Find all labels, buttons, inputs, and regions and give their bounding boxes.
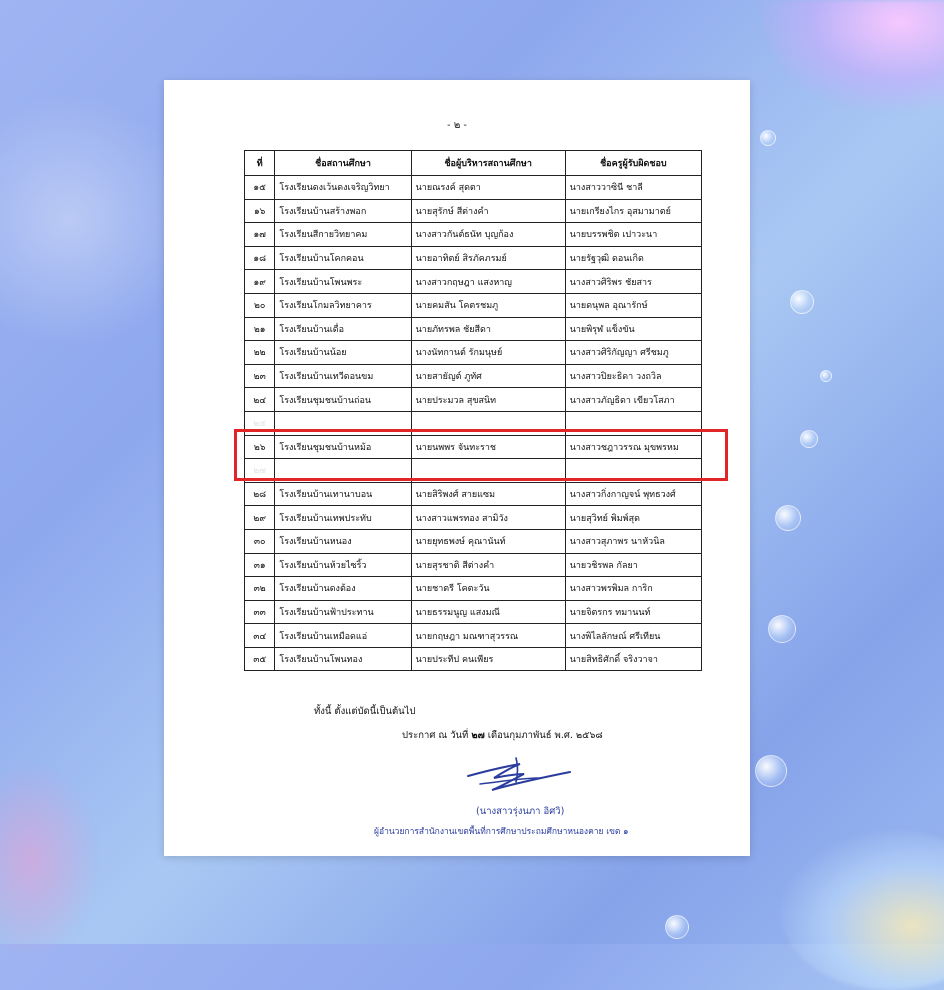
cell-num: ๑๘ xyxy=(245,246,275,270)
cell-school: โรงเรียนชุมชนบ้านถ่อน xyxy=(275,388,411,412)
announce-day: ๒๗ xyxy=(471,730,485,741)
table-row xyxy=(245,176,702,200)
cell-admin: นายนพพร จันทะราช xyxy=(411,435,565,459)
table-row xyxy=(245,506,702,530)
cell-num: ๓๓ xyxy=(245,600,275,624)
document-page xyxy=(164,80,750,856)
cell-teacher: นางสาวชฎาวรรณ มุขพรหม xyxy=(565,435,701,459)
background-glow-bottom-left xyxy=(0,760,100,960)
table-row xyxy=(245,647,702,671)
table-row xyxy=(245,317,702,341)
cell-school: โรงเรียนบ้านห้วยไซริ้ว xyxy=(275,553,411,577)
cell-school: โรงเรียนโกมลวิทยาคาร xyxy=(275,293,411,317)
cell-admin: นายประทีป คนเพียร xyxy=(411,647,565,671)
cell-school: โรงเรียนบ้านเทานาบอน xyxy=(275,482,411,506)
cell-teacher: นายจิตรกร ทมานนท์ xyxy=(565,600,701,624)
cell-admin: นายชาตรี โคตะวัน xyxy=(411,577,565,601)
cell-num: ๒๔ xyxy=(245,388,275,412)
cell-teacher: นายพิรุฬ แข็งขัน xyxy=(565,317,701,341)
cell-num: ๒๙ xyxy=(245,506,275,530)
highlight-box xyxy=(234,429,728,481)
table-row xyxy=(245,199,702,223)
table-row xyxy=(245,388,702,412)
cell-teacher: นายดนุพล อุณารักษ์ xyxy=(565,293,701,317)
cell-school: โรงเรียนสีกายวิทยาคม xyxy=(275,223,411,247)
table-row xyxy=(245,246,702,270)
cell-admin: นายสายัญต์ ภูทัศ xyxy=(411,364,565,388)
bubble xyxy=(820,370,832,382)
cell-teacher: นางสาวพรพิมล การิก xyxy=(565,577,701,601)
cell-school: โรงเรียนชุมชนบ้านหม้อ xyxy=(275,435,411,459)
cell-admin: นายณรงค์ สุดตา xyxy=(411,176,565,200)
bubble xyxy=(768,615,796,643)
cell-admin: นายสุรักษ์ สีต่างคำ xyxy=(411,199,565,223)
announce-suffix: เดือนกุมภาพันธ์ พ.ศ. ๒๕๖๘ xyxy=(484,730,603,741)
table-header-row xyxy=(245,151,702,176)
header-num: ที่ xyxy=(245,151,275,176)
cell-admin: นายยุทธพงษ์ คุณานันท์ xyxy=(411,529,565,553)
bubble xyxy=(775,505,801,531)
cell-admin: นางสาวกันต์ธนัท บุญก้อง xyxy=(411,223,565,247)
table-row xyxy=(245,600,702,624)
cell-num: ๓๑ xyxy=(245,553,275,577)
cell-num: ๒๐ xyxy=(245,293,275,317)
cell-school: โรงเรียนบ้านหนอง xyxy=(275,529,411,553)
table-row xyxy=(245,529,702,553)
cell-teacher: นางสาววาซินี ชาลี xyxy=(565,176,701,200)
signer-position: ผู้อำนวยการสำนักงานเขตพื้นที่การศึกษาประถมศึกษาหนองคาย เขต ๑ xyxy=(374,827,629,837)
cell-admin: นายคมสัน โคตรชมภู xyxy=(411,293,565,317)
header-admin: ชื่อผู้บริหารสถานศึกษา xyxy=(411,151,565,176)
announce-prefix: ประกาศ ณ วันที่ xyxy=(402,730,472,741)
bubble xyxy=(665,915,689,939)
cell-teacher: นายสิทธิศักดิ์ จริงวาจา xyxy=(565,647,701,671)
effective-note: ทั้งนี้ ตั้งแต่บัดนี้เป็นต้นไป xyxy=(314,706,416,717)
cell-admin: นายอาทิตย์ สิรภัคภรมย์ xyxy=(411,246,565,270)
cell-admin: นายภัทรพล ชัยสีดา xyxy=(411,317,565,341)
cell-school: โรงเรียนบ้านดงต้อง xyxy=(275,577,411,601)
cell-num: ๒๗ xyxy=(245,459,275,483)
cell-teacher: นายรัฐวุฒิ ดอนเกิด xyxy=(565,246,701,270)
cell-num: ๓๕ xyxy=(245,647,275,671)
cell-teacher: นางสาวสุภาพร นาหัวนิล xyxy=(565,529,701,553)
cell-num: ๒๕ xyxy=(245,411,275,435)
table-row xyxy=(245,624,702,648)
cell-num: ๒๒ xyxy=(245,341,275,365)
cell-teacher: นายบรรพชิต เปาวะนา xyxy=(565,223,701,247)
cell-num: ๑๗ xyxy=(245,223,275,247)
page-number: - ๒ - xyxy=(447,120,467,131)
cell-teacher: นายวชิรพล กัลยา xyxy=(565,553,701,577)
bubble xyxy=(755,755,787,787)
cell-school: โรงเรียนบ้านน้อย xyxy=(275,341,411,365)
signer-name: (นางสาวรุ่งนภา อิศวิ) xyxy=(476,806,565,817)
cell-teacher: นางสาวศิริกัญญา ศรีชมภู xyxy=(565,341,701,365)
cell-teacher: นายเกรียงไกร อุสมามาตย์ xyxy=(565,199,701,223)
cell-teacher: นางสาวกิ่งกาญจน์ พุทธวงศ์ xyxy=(565,482,701,506)
cell-admin: นายประมวล สุขสนิท xyxy=(411,388,565,412)
cell-teacher: นายสุวิทย์ พิมพ์สุด xyxy=(565,506,701,530)
cell-school: โรงเรียนบ้านเหมือดแอ่ xyxy=(275,624,411,648)
bubble xyxy=(800,430,818,448)
cell-admin: นายสิริพงศ์ สายแซม xyxy=(411,482,565,506)
table-row xyxy=(245,293,702,317)
cell-num: ๑๙ xyxy=(245,270,275,294)
header-school: ชื่อสถานศึกษา xyxy=(275,151,411,176)
header-teacher: ชื่อครูผู้รับผิดชอบ xyxy=(565,151,701,176)
cell-school: โรงเรียนบ้านโคกคอน xyxy=(275,246,411,270)
cell-school: โรงเรียนบ้านเทวีดอนขม xyxy=(275,364,411,388)
assignment-table xyxy=(244,150,702,671)
cell-num: ๑๕ xyxy=(245,176,275,200)
table-row xyxy=(245,577,702,601)
table-row xyxy=(245,482,702,506)
cell-num: ๓๔ xyxy=(245,624,275,648)
cell-school: โรงเรียนบ้านเดื่อ xyxy=(275,317,411,341)
cell-admin: นางสาวกฤษฎา แสงหาญ xyxy=(411,270,565,294)
table-row xyxy=(245,364,702,388)
bubble xyxy=(790,290,814,314)
cell-teacher: นางสาวปิยะธิดา วงถวิล xyxy=(565,364,701,388)
background-bubble-top-right xyxy=(760,0,944,110)
cell-num: ๓๒ xyxy=(245,577,275,601)
table-row xyxy=(245,270,702,294)
cell-admin: นายธรรมนูญ แสงมณี xyxy=(411,600,565,624)
cell-teacher: นางสาวภัญธิดา เขียวโสภา xyxy=(565,388,701,412)
cell-teacher: นางสาวศิริพร ชัยสาร xyxy=(565,270,701,294)
table-row xyxy=(245,223,702,247)
cell-num: ๒๘ xyxy=(245,482,275,506)
cell-num: ๒๖ xyxy=(245,435,275,459)
background-bubble-bottom-right xyxy=(780,830,944,990)
announcement-date xyxy=(402,728,603,743)
cell-admin: นางนัทกานต์ รักมนุษย์ xyxy=(411,341,565,365)
table-row xyxy=(245,553,702,577)
bubble xyxy=(760,130,776,146)
cell-school: โรงเรียนบ้านเทพประทับ xyxy=(275,506,411,530)
cell-num: ๓๐ xyxy=(245,529,275,553)
signature-image xyxy=(460,752,578,798)
cell-num: ๒๓ xyxy=(245,364,275,388)
cell-school: โรงเรียนบ้านฟ้าประทาน xyxy=(275,600,411,624)
cell-admin: นายกฤษฎา มณฑาสุวรรณ xyxy=(411,624,565,648)
cell-admin: นายสุรชาติ สีต่างคำ xyxy=(411,553,565,577)
cell-school: โรงเรียนบ้านโพนทอง xyxy=(275,647,411,671)
cell-school: โรงเรียนดงเว้นดงเจริญวิทยา xyxy=(275,176,411,200)
table-body xyxy=(245,176,702,671)
cell-num: ๑๖ xyxy=(245,199,275,223)
cell-teacher: นางพิไลลักษณ์ ศรีเทียน xyxy=(565,624,701,648)
cell-num: ๒๑ xyxy=(245,317,275,341)
cell-admin: นางสาวแพรทอง สามิวัง xyxy=(411,506,565,530)
cell-school: โรงเรียนบ้านสร้างพอก xyxy=(275,199,411,223)
table-row xyxy=(245,341,702,365)
cell-school: โรงเรียนบ้านโพนพระ xyxy=(275,270,411,294)
